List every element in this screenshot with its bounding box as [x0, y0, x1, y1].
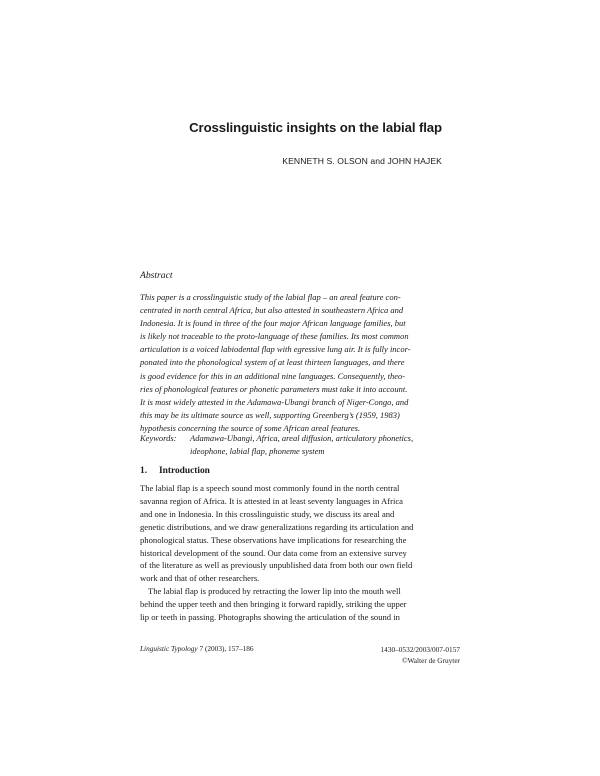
body-text: [140, 482, 460, 624]
abstract-line: hypothesis concerning the source of some African areal features.: [140, 422, 361, 433]
body-line: The labial flap is a speech sound most commonly found in the north central: [140, 483, 400, 493]
abstract-line: ries of phonological features or phonetic parameters must take it into account.: [140, 383, 408, 394]
abstract-line: It is most widely attested in the Adamawa-Ubangi branch of Niger-Congo, and: [140, 396, 409, 407]
footer-issn: 1430–0532/2003/007-0157: [380, 645, 460, 654]
abstract-line: is likely not traceable to the proto-language of these families. Its most common: [140, 331, 409, 342]
footer-volume-pages: 7 (2003), 157–186: [199, 644, 254, 653]
section-title: Introduction: [159, 466, 210, 476]
abstract-line: This paper is a crosslinguistic study of the labial flap – an areal feature con-: [140, 292, 401, 302]
body-line: and one in Indonesia. In this crosslinguistic study, we discuss its areal and: [140, 508, 395, 519]
paper-authors: KENNETH S. OLSON and JOHN HAJEK: [282, 156, 442, 166]
abstract-line: is good evidence for this in an additional nine languages. Consequently, theo-: [140, 370, 406, 381]
footer-publisher: ©Walter de Gruyter: [401, 656, 460, 665]
body-line: savanna region of Africa. It is attested in at least seventy languages in Africa: [140, 495, 403, 506]
abstract-line: Indonesia. It is found in three of the four major African language families, but: [140, 318, 406, 329]
body-line: lip or teeth in passing. Photographs showing the articulation of the sound in: [140, 612, 400, 623]
paper-title: Crosslinguistic insights on the labial flap: [189, 120, 442, 135]
footer-journal: Linguistic Typology: [140, 644, 198, 653]
body-line: historical development of the sound. Our data come from an extensive survey: [140, 547, 407, 558]
body-line: behind the upper teeth and then bringing it forward rapidly, striking the upper: [140, 599, 407, 610]
keywords-line: Adamawa-Ubangi, Africa, areal diffusion, articulatory phonetics,: [190, 433, 414, 443]
body-line: genetic distributions, and we draw generalizations regarding its articulation and: [140, 521, 414, 532]
abstract-line: articulation is a voiced labiodental flap with egressive lung air. It is fully incor-: [140, 344, 411, 355]
section-number: 1.: [140, 466, 148, 476]
body-line: work and that of other researchers.: [140, 573, 260, 584]
footer-publisher-block: [381, 644, 460, 666]
footer-citation: [140, 644, 254, 653]
abstract-heading: Abstract: [140, 270, 173, 281]
body-line: of the literature as well as previously unpublished data from both our own field: [140, 560, 413, 571]
abstract-line: this may be its ultimate source as well, supporting Greenberg’s (1959, 1983): [140, 409, 400, 420]
abstract-line: centrated in north central Africa, but also attested in southeastern Africa and: [140, 305, 404, 316]
keywords-list: [190, 432, 460, 458]
keywords-line: ideophone, labial flap, phoneme system: [190, 446, 325, 457]
body-line: The labial flap is produced by retracting the lower lip into the mouth well: [148, 586, 401, 597]
abstract-line: ponated into the phonological system of at least thirteen languages, and there: [140, 357, 405, 368]
keywords-label: Keywords:: [140, 433, 177, 443]
section-heading: [140, 466, 210, 476]
abstract-body: [140, 291, 458, 435]
body-line: phonological status. These observations have implications for researching the: [140, 534, 407, 545]
